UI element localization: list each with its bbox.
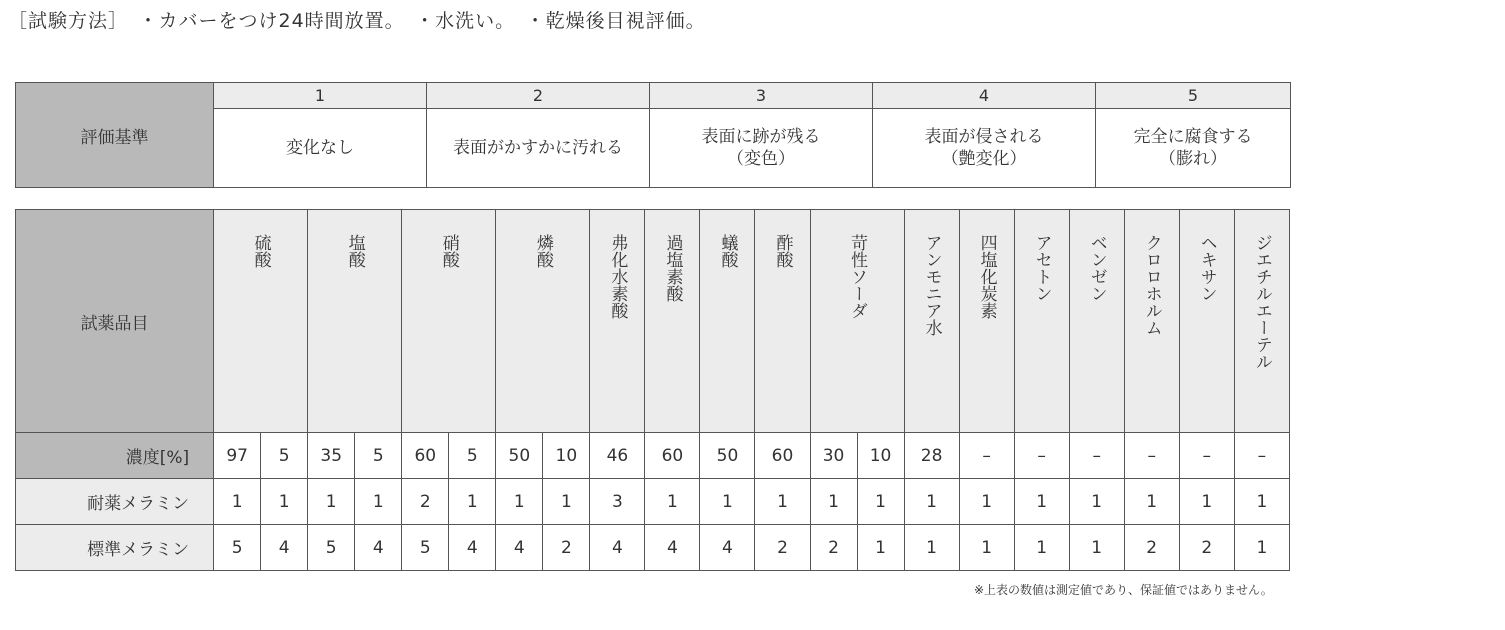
chemical-name-text: 苛性ソーダ <box>847 234 868 319</box>
criteria-header: 評価基準 <box>16 83 214 188</box>
concentration-cell: – <box>1234 433 1289 479</box>
concentration-cell: 50 <box>700 433 755 479</box>
chemical-name <box>1124 210 1179 433</box>
rating-cell: 5 <box>308 525 355 571</box>
chemical-name <box>590 210 645 433</box>
concentration-cell: 30 <box>810 433 857 479</box>
chemical-name-text: クロロホルム <box>1141 234 1162 336</box>
concentration-cell: 60 <box>755 433 810 479</box>
chemical-name-text: 燐酸 <box>532 234 553 268</box>
rating-cell: 1 <box>1014 525 1069 571</box>
chemical-name-text: 硝酸 <box>438 234 459 268</box>
chemical-name-text: 蟻酸 <box>717 234 738 268</box>
chemical-name <box>904 210 959 433</box>
rating-cell: 3 <box>590 479 645 525</box>
rating-cell: 4 <box>355 525 402 571</box>
rating-cell: 1 <box>1179 479 1234 525</box>
rating-cell: 1 <box>496 479 543 525</box>
criteria-level-num: 3 <box>650 83 873 109</box>
rating-cell: 1 <box>214 479 261 525</box>
rating-cell: 4 <box>700 525 755 571</box>
chemical-name-text: ヘキサン <box>1196 234 1217 302</box>
chemical-name <box>700 210 755 433</box>
chemical-name <box>214 210 308 433</box>
rating-cell: 1 <box>308 479 355 525</box>
chemical-name-text: 弗化水素酸 <box>607 234 628 319</box>
chemical-name <box>645 210 700 433</box>
evaluation-criteria-table <box>15 82 1291 188</box>
rating-cell: 4 <box>590 525 645 571</box>
rating-row-label: 標準メラミン <box>16 525 214 571</box>
chemical-name-text: アンモニア水 <box>921 234 942 336</box>
chemical-name-text: 塩酸 <box>344 234 365 268</box>
rating-cell: 1 <box>959 525 1014 571</box>
rating-cell: 4 <box>261 525 308 571</box>
chemical-name-text: ベンゼン <box>1086 234 1107 302</box>
rating-cell: 5 <box>402 525 449 571</box>
criteria-level-num: 5 <box>1096 83 1291 109</box>
rating-cell: 1 <box>645 479 700 525</box>
rating-cell: 1 <box>857 525 904 571</box>
rating-cell: 1 <box>1069 479 1124 525</box>
chemical-name <box>959 210 1014 433</box>
rating-cell: 1 <box>543 479 590 525</box>
concentration-cell: – <box>1069 433 1124 479</box>
criteria-level-desc: 変化なし <box>214 109 427 188</box>
chemical-name-text: 過塩素酸 <box>662 234 683 302</box>
rating-cell: 1 <box>1124 479 1179 525</box>
chemical-name <box>755 210 810 433</box>
criteria-level-desc: 完全に腐食する （膨れ） <box>1096 109 1291 188</box>
rating-row-label: 耐薬メラミン <box>16 479 214 525</box>
rating-cell: 2 <box>810 525 857 571</box>
concentration-cell: 5 <box>449 433 496 479</box>
concentration-cell: 60 <box>645 433 700 479</box>
chemical-name <box>496 210 590 433</box>
rating-cell: 1 <box>1234 525 1289 571</box>
rating-cell: 4 <box>645 525 700 571</box>
criteria-level-desc: 表面がかすかに汚れる <box>427 109 650 188</box>
concentration-cell: 10 <box>857 433 904 479</box>
rating-cell: 1 <box>857 479 904 525</box>
concentration-cell: 60 <box>402 433 449 479</box>
concentration-cell: 50 <box>496 433 543 479</box>
criteria-level-num: 2 <box>427 83 650 109</box>
concentration-header: 濃度[%] <box>16 433 214 479</box>
criteria-level-num: 4 <box>873 83 1096 109</box>
rating-cell: 1 <box>959 479 1014 525</box>
chemical-name-text: 酢酸 <box>772 234 793 268</box>
rating-cell: 4 <box>496 525 543 571</box>
criteria-level-num: 1 <box>214 83 427 109</box>
concentration-cell: 28 <box>904 433 959 479</box>
chemical-name-text: 四塩化炭素 <box>976 234 997 319</box>
concentration-cell: 46 <box>590 433 645 479</box>
rating-cell: 1 <box>1069 525 1124 571</box>
rating-cell: 2 <box>402 479 449 525</box>
rating-cell: 1 <box>1234 479 1289 525</box>
rating-cell: 5 <box>214 525 261 571</box>
rating-cell: 1 <box>810 479 857 525</box>
rating-cell: 1 <box>700 479 755 525</box>
rating-cell: 1 <box>261 479 308 525</box>
chemical-name <box>1069 210 1124 433</box>
concentration-cell: 10 <box>543 433 590 479</box>
chem-header: 試薬品目 <box>16 210 214 433</box>
criteria-level-desc: 表面が侵される （艶変化） <box>873 109 1096 188</box>
concentration-cell: 35 <box>308 433 355 479</box>
rating-cell: 4 <box>449 525 496 571</box>
concentration-cell: – <box>1014 433 1069 479</box>
concentration-cell: – <box>1179 433 1234 479</box>
chemical-name <box>1014 210 1069 433</box>
disclaimer-note: ※上表の数値は測定値であり、保証値ではありません。 <box>974 583 1273 597</box>
concentration-cell: 5 <box>355 433 402 479</box>
rating-cell: 2 <box>543 525 590 571</box>
chemical-name <box>1234 210 1289 433</box>
rating-cell: 2 <box>755 525 810 571</box>
rating-cell: 2 <box>1124 525 1179 571</box>
chemical-name <box>308 210 402 433</box>
rating-cell: 1 <box>449 479 496 525</box>
chemical-name <box>810 210 904 433</box>
rating-cell: 1 <box>755 479 810 525</box>
chemical-name-text: 硫酸 <box>250 234 271 268</box>
rating-cell: 1 <box>355 479 402 525</box>
concentration-cell: – <box>1124 433 1179 479</box>
criteria-level-desc: 表面に跡が残る （変色） <box>650 109 873 188</box>
rating-cell: 1 <box>904 525 959 571</box>
chemical-resistance-table <box>15 209 1290 571</box>
concentration-cell: 5 <box>261 433 308 479</box>
chemical-name-text: アセトン <box>1031 234 1052 302</box>
rating-cell: 2 <box>1179 525 1234 571</box>
chemical-name <box>1179 210 1234 433</box>
concentration-cell: 97 <box>214 433 261 479</box>
rating-cell: 1 <box>904 479 959 525</box>
test-method-line: ［試験方法］ ・カバーをつけ24時間放置。 ・水洗い。 ・乾燥後目視評価。 <box>8 10 706 32</box>
chemical-name <box>402 210 496 433</box>
concentration-cell: – <box>959 433 1014 479</box>
rating-cell: 1 <box>1014 479 1069 525</box>
chemical-name-text: ジエチルエーテル <box>1251 234 1272 370</box>
